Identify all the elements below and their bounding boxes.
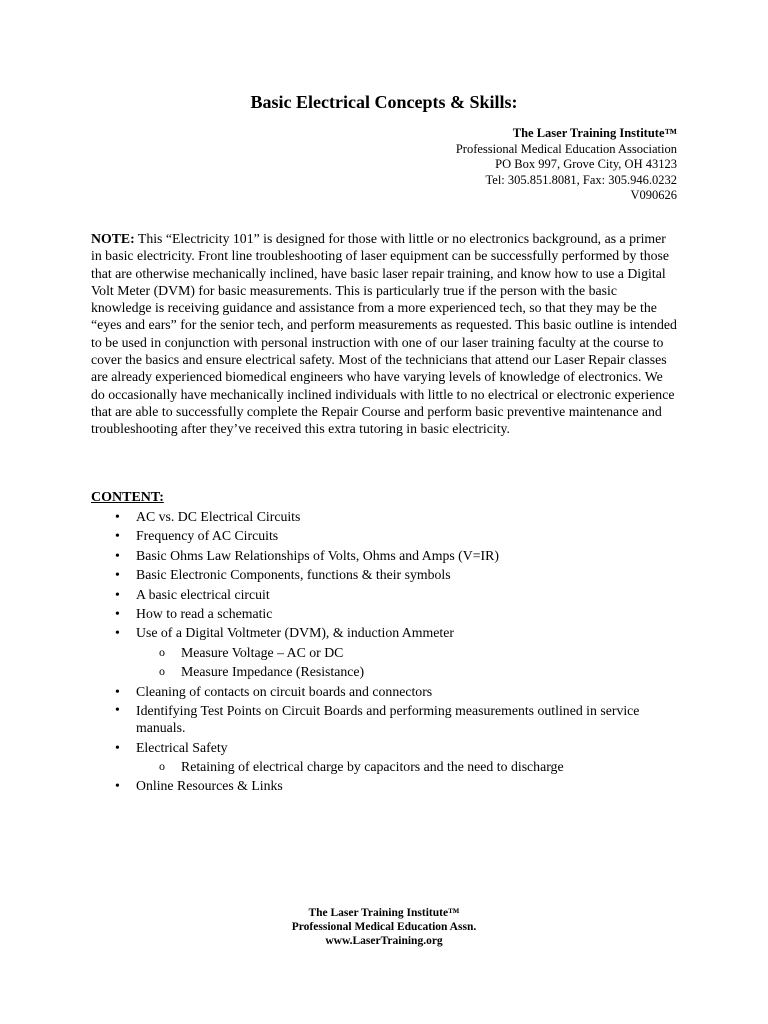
list-item-text: Cleaning of contacts on circuit boards and connectors [136, 683, 433, 699]
footer-organization: The Laser Training Institute™ [308, 907, 460, 919]
note-text: This “Electricity 101” is designed for those with little or no electronics background, as a primer in basic electricity. Front line troubleshooting of laser equipment can be successfully performed by those that are otherwise mechanically inclined, have basic laser repair training, and know how to use a Digital Volt Meter (DVM) for basic measurements. This is particularly true if the person with the basic knowledge is receiving guidance and assistance from a more experienced tech, so that they may be the “eyes and ears” for the senior tech, and perform measurements as requested. This basic outline is intended to be used in conjunction with personal instruction with one of our laser training faculty at the course to cover the basics and ensure electrical safety. Most of the technicians that attend our Laser Repair classes are already experienced biomedical engineers who have varying levels of knowledge of electronics. We do occasionally have mechanically inclined individuals with little to no electrical or electronic experience that are able to successfully complete the Repair Course and perform basic preventive maintenance and troubleshooting after they’ve received this extra tutoring in basic electricity. [91, 231, 677, 437]
list-item [91, 682, 681, 701]
sub-bullet-icon: o [159, 664, 165, 679]
note-paragraph [91, 230, 679, 438]
bullet-icon: • [115, 547, 120, 563]
list-item [91, 776, 681, 795]
list-item-text: AC vs. DC Electrical Circuits [136, 509, 301, 524]
bullet-icon: • [115, 739, 120, 755]
list-item-text: Identifying Test Points on Circuit Boards and performing measurements outlined in service manuals. [136, 703, 640, 736]
bullet-icon: • [115, 683, 120, 699]
sub-list-item-text: Retaining of electrical charge by capacitors and the need to discharge [181, 759, 564, 775]
list-item-text: Electrical Safety [136, 739, 228, 755]
page-footer [0, 906, 768, 948]
bullet-icon: • [115, 567, 120, 583]
bullet-icon: • [115, 528, 120, 544]
list-item [91, 546, 681, 565]
sub-list-item-text: Measure Impedance (Resistance) [181, 664, 365, 680]
list-item [91, 507, 681, 526]
contact-numbers: Tel: 305.851.8081, Fax: 305.946.0232 [485, 172, 677, 187]
sub-bullet-icon: o [159, 759, 165, 774]
page-title: Basic Electrical Concepts & Skills: [250, 92, 518, 112]
association-name: Professional Medical Education Association [455, 141, 677, 156]
list-item [91, 623, 681, 681]
content-heading: CONTENT: [91, 490, 164, 505]
sub-list-item-text: Measure Voltage – AC or DC [181, 644, 344, 660]
list-item [91, 604, 681, 623]
list-item-text: Basic Electronic Components, functions & their symbols [136, 567, 451, 583]
bullet-icon: • [115, 586, 120, 602]
list-item [91, 701, 681, 738]
sub-bullet-icon: o [159, 644, 165, 659]
footer-association: Professional Medical Education Assn. [291, 921, 477, 933]
organization-header [456, 126, 677, 204]
bullet-icon: • [115, 778, 120, 794]
footer-website-link[interactable]: www.LaserTraining.org [325, 935, 443, 947]
bullet-icon: • [115, 509, 120, 524]
list-item-text: Online Resources & Links [136, 778, 283, 794]
version-code: V090626 [630, 188, 677, 202]
sub-list-item [91, 757, 681, 776]
content-list [91, 507, 681, 796]
list-item-text: Use of a Digital Voltmeter (DVM), & induction Ammeter [136, 625, 454, 641]
list-item [91, 585, 681, 604]
list-item-text: How to read a schematic [136, 606, 273, 622]
list-item [91, 738, 681, 777]
organization-name: The Laser Training Institute™ [512, 126, 677, 140]
sub-list-item [91, 662, 681, 681]
list-item [91, 526, 681, 545]
safety-sub-list [136, 757, 681, 776]
postal-address: PO Box 997, Grove City, OH 43123 [495, 157, 677, 171]
bullet-icon: • [115, 625, 120, 641]
list-item-text: Frequency of AC Circuits [136, 528, 279, 544]
bullet-icon: • [115, 606, 120, 622]
sub-list-item [91, 643, 681, 662]
list-item-text: Basic Ohms Law Relationships of Volts, Ohms and Amps (V=IR) [136, 547, 499, 563]
bullet-icon: • [115, 702, 120, 718]
dvm-sub-list [136, 643, 681, 682]
list-item [91, 565, 681, 584]
note-label: NOTE: [91, 231, 135, 246]
list-item-text: A basic electrical circuit [136, 586, 270, 602]
